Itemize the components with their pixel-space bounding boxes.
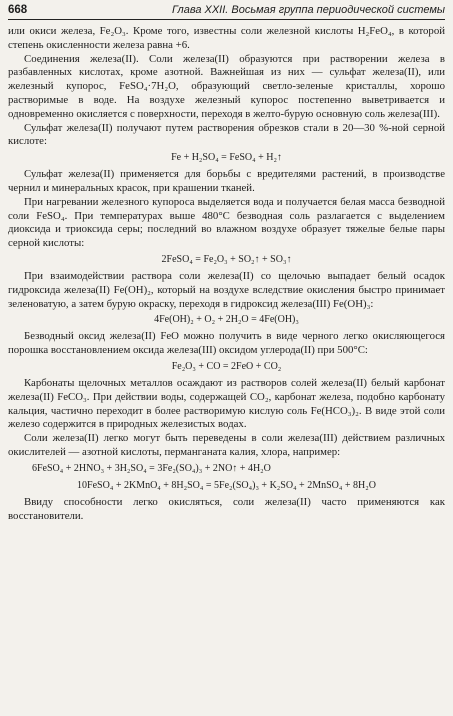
page-body (8, 25, 445, 523)
paragraph-hydroxide: При взаимодействии раствора соли железа(II) со щелочью выпадает белый осадок гидроксида железа(II) Fe(OH)₂, который на воздухе вследствие окисления быстро принимает зеленоватую, а затем бурую окраску, переходя в гидроксид железа(III) Fe(OH)₃: (8, 269, 445, 310)
paragraph-heating: При нагревании железного купороса выделяется вода и получается белая масса безводной соли FeSO₄. При температурах выше 480°C безводная соль разлагается с выделением диоксида и триоксида серы; последний во влажном воздухе образует тяжелые белые пары серной кислоты: (8, 195, 445, 250)
paragraph-reducing-agents: Ввиду способности легко окисляться, соли железа(II) часто применяются как восстановители. (8, 495, 445, 522)
equation-nitric-oxidation: 6FeSO₄ + 2HNO₃ + 3H₂SO₄ = 3Fe₂(SO₄)₃ + 2NO↑ + 4H₂O (32, 462, 271, 474)
equation-permanganate-oxidation: 10FeSO₄ + 2KMnO₄ + 8H₂SO₄ = 5Fe₂(SO₄)₃ + K₂SO₄ + 2MnSO₄ + 8H₂O (77, 479, 376, 491)
page-number: 668 (8, 4, 28, 16)
paragraph-sulfate-uses: Сульфат железа(II) применяется для борьбы с вредителями растений, в производстве чернил и минеральных красок, при крашении тканей. (8, 168, 445, 194)
paragraph-sulfate-preparation: Сульфат железа(II) получают путем растворения обрезков стали в 20—30 %-ной серной кислоте: (8, 121, 445, 148)
equation-oxide-reduction: Fe₂O₃ + CO = 2FeO + CO₂ (171, 360, 282, 372)
paragraph-carbonates: Карбонаты щелочных металлов осаждают из растворов солей железа(II) белый карбонат железа(II) FeCO₃. При действии воды, содержащей CO₂, карбонат железа, подобно карбонату кальция, частично переходит в более растворимую кислую соль Fe(HCO₃)₂. В виде этой соли железо содержится в природных железистых водах. (8, 376, 445, 431)
running-title: Глава XXII. Восьмая группа периодической системы (172, 4, 445, 16)
paragraph-oxide: Безводный оксид железа(II) FeO можно получить в виде черного легко окисляющегося порошка восстановлением оксида железа(III) оксидом углерода(II) при 500°C: (8, 330, 445, 357)
equation-sulfate-decomposition: 2FeSO₄ = Fe₂O₃ + SO₂↑ + SO₃↑ (161, 253, 292, 265)
paragraph-continued: или окиси железа, Fe₂O₃. Кроме того, известны соли железной кислоты H₂FeO₄, в которой степень окисленности железа равна +6. (8, 25, 445, 51)
paragraph-oxidation: Соли железа(II) легко могут быть переведены в соли железа(III) действием различных окислителей — азотной кислоты, перманганата калия, хлора, например: (8, 432, 445, 458)
page-header (8, 4, 445, 20)
paragraph-iron-ii-compounds: Соединения железа(II). Соли железа(II) образуются при растворении железа в разбавленных кислотах, кроме азотной. Важнейшая из них — сульфат железа(II), или железный купорос, FeSO₄·7H₂O, образующий светло-зеленые кристаллы, хорошо растворимые в воде. На воздухе железный купорос постепенно выветривается и одновременно окисляется с поверхности, переходя в желто-бурую основную соль железа(III). (8, 52, 445, 120)
equation-hydroxide-oxidation: 4Fe(OH)₂ + O₂ + 2H₂O = 4Fe(OH)₃ (154, 314, 299, 326)
equation-iron-sulfuric-acid: Fe + H₂SO₄ = FeSO₄ + H₂↑ (171, 152, 282, 164)
